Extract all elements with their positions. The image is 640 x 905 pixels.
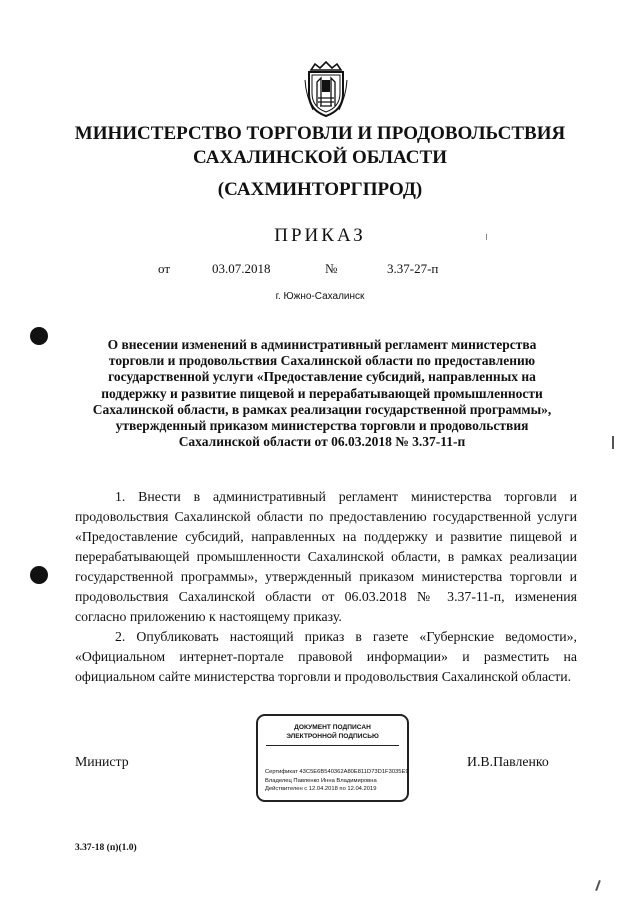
- ministry-short-name: (САХМИНТОРГПРОД): [217, 179, 423, 200]
- subject-line: торговли и продовольствия Сахалинской области по предоставлению: [108, 353, 536, 369]
- number-sign: №: [325, 261, 338, 276]
- scan-artifact: [612, 436, 614, 449]
- signer-name: И.В.Павленко: [467, 754, 549, 769]
- date-prefix-label: от: [158, 261, 171, 276]
- electronic-signature-stamp: [256, 714, 409, 802]
- subject-line: Сахалинской области, в рамках реализации государственной программы»,: [92, 401, 552, 417]
- ministry-title-line1: МИНИСТЕРСТВО ТОРГОВЛИ И ПРОДОВОЛЬСТВИЯ: [74, 123, 566, 144]
- subject-line: поддержку и развитие пищевой и перерабатывающей промышленности: [101, 385, 543, 401]
- scan-artifact: [595, 880, 601, 891]
- stamp-certificate: Сертификат 43C5E6B540362A80E811D73D1F3035E9: [265, 769, 409, 775]
- body-paragraph-1: 1. Внести в административный регламент министерства торговли и продовольствия Сахалинской области по предоставлению государственной услуги «Предоставление субсидий, направленных на поддержку и развитие пищевой и перерабатывающей промышленности Сахалинской области, в рамках реализации государственной программы», утвержденный приказом министерства торговли и продовольствия Сахалинской области от 06.03.2018 № 3.37-11-п, изменения согласно приложению к настоящему приказу.: [75, 489, 577, 624]
- document-form-code: 3.37-18 (п)(1.0): [75, 843, 137, 853]
- scan-artifact: [486, 234, 487, 240]
- order-subject: [78, 337, 566, 450]
- city-label: г. Южно-Сахалинск: [275, 291, 365, 302]
- stamp-header-line1: ДОКУМЕНТ ПОДПИСАН: [294, 724, 371, 731]
- stamp-validity: Действителен с 12.04.2018 по 12.04.2019: [265, 786, 377, 792]
- subject-line: государственной услуги «Предоставление субсидий, направленных на: [108, 369, 536, 385]
- signer-position: Министр: [75, 754, 129, 769]
- subject-line: О внесении изменений в административный регламент министерства: [107, 337, 537, 352]
- ministry-title-line2: САХАЛИНСКОЙ ОБЛАСТИ: [193, 147, 447, 168]
- stamp-header-line2: ЭЛЕКТРОННОЙ ПОДПИСЬЮ: [286, 733, 379, 740]
- ministry-title: [40, 122, 600, 170]
- coat-of-arms-icon: [303, 60, 349, 118]
- subject-line: Сахалинской области от 06.03.2018 № 3.37-11-п: [178, 434, 466, 450]
- binder-hole-mark: [30, 327, 48, 345]
- stamp-header: [266, 723, 399, 746]
- stamp-details: [265, 768, 409, 794]
- subject-line: утвержденный приказом министерства торговли и продовольствия: [115, 418, 529, 434]
- order-body: [75, 487, 577, 687]
- order-date: 03.07.2018: [212, 261, 271, 276]
- binder-hole-mark: [30, 566, 48, 584]
- body-paragraph-2: 2. Опубликовать настоящий приказ в газете «Губернские ведомости», «Официальном интернет-портале правовой информации» и разместить на официальном сайте министерства торговли и продовольствия Сахалинской области.: [75, 629, 577, 684]
- stamp-owner: Владелец Павленко Инна Владимировна: [265, 777, 377, 784]
- order-number: 3.37-27-п: [387, 261, 439, 276]
- document-type: ПРИКАЗ: [274, 225, 366, 246]
